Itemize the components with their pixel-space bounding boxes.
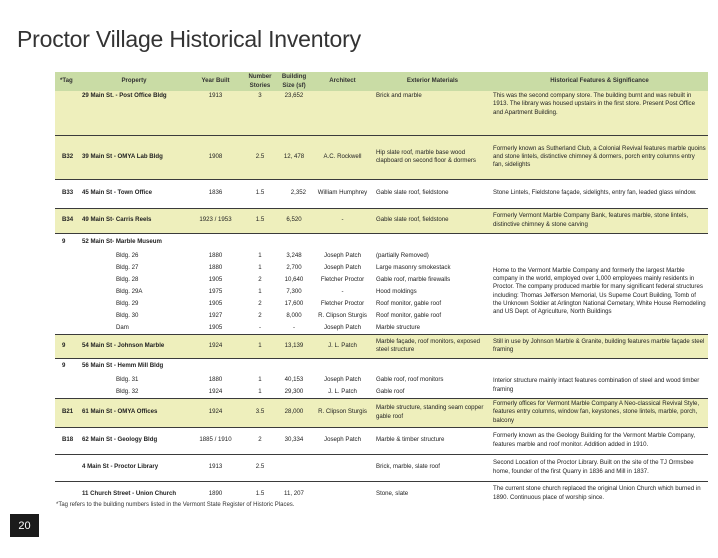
cell-year: 1923 / 1953 [188, 208, 243, 233]
cell-historical: Formerly known as the Geology Building for the Vermont Marble Company, features marble and roof monitor. Addition added in 1910. [491, 427, 708, 454]
cell-size: 13,139 [277, 334, 311, 358]
cell-historical: Second Location of the Proctor Library. Built on the site of the TJ Ormsbee home, founder of the first Quarry in 1836 and Mill in 1837. [491, 454, 708, 481]
cell-property: Bldg. 28 [116, 275, 139, 283]
cell-historical: Formerly known as Sutherland Club, a Colonial Revival features marble quoins and stone lintels, distinctive chimney & dormers, porch entry columns entry fan, sidelights [491, 135, 708, 179]
cell-exterior: Roof monitor, gable roof [376, 299, 442, 307]
cell-size: 12, 478 [277, 135, 311, 179]
cell-stories: 1 [243, 334, 277, 358]
table-row [55, 250, 708, 262]
cell-historical: The current stone church replaced the original Union Church which burned in 1890. Continuous place of worship since. [491, 481, 708, 506]
cell-stories: 3.5 [243, 398, 277, 427]
cell-property: Bldg. 27 [116, 263, 139, 271]
cell-exterior: Brick and marble [374, 91, 491, 135]
cell-size: 10,640 [284, 275, 304, 283]
cell-tag: B34 [55, 208, 80, 233]
cell-tag: 9 [55, 358, 80, 374]
cell-exterior: Hip slate roof, marble base wood clapboard on second floor & dormers [374, 135, 491, 179]
cell-size: 23,652 [277, 91, 311, 135]
cell-exterior: Roof monitor, gable roof [376, 311, 442, 319]
header-tag: *Tag [55, 72, 80, 91]
cell-exterior: Gable slate roof, fieldstone [374, 208, 491, 233]
cell-stories: 2 [243, 427, 277, 454]
cell-exterior: Marble structure, standing seam copper gable roof [374, 398, 491, 427]
cell-exterior: Hood moldings [376, 287, 417, 295]
cell-exterior: Gable roof, roof monitors [376, 375, 444, 383]
cell-tag: 9 [55, 334, 80, 358]
cell-size [277, 454, 311, 481]
cell-tag: B18 [55, 427, 80, 454]
table-row-group [55, 233, 708, 250]
cell-year: 1908 [188, 135, 243, 179]
cell-property: Bldg. 30 [116, 311, 139, 319]
cell-year: 1924 [208, 387, 223, 395]
cell-year: 1880 [208, 375, 223, 383]
cell-stories: 2.5 [243, 135, 277, 179]
cell-property: Bldg. 29 [116, 299, 139, 307]
cell-property: Dam [116, 323, 129, 331]
table-row-group [55, 358, 708, 374]
cell-exterior: Gable roof [376, 387, 405, 395]
cell-tag: B32 [55, 135, 80, 179]
cell-property: 61 Main St - OMYA Offices [80, 398, 188, 427]
page-number: 20 [10, 514, 39, 537]
cell-stories: 1.5 [243, 481, 277, 506]
cell-exterior: Stone, slate [374, 481, 491, 506]
cell-year: 1975 [208, 287, 223, 295]
cell-stories: 1 [258, 251, 262, 259]
cell-stories: - [258, 323, 262, 331]
header-size: Building Size (sf) [277, 72, 311, 91]
cell-exterior: Marble & timber structure [374, 427, 491, 454]
cell-year: 1880 [208, 251, 223, 259]
table-row [55, 398, 708, 427]
cell-stories: 2.5 [243, 454, 277, 481]
cell-architect: Joseph Patch [324, 263, 361, 271]
table-row [55, 91, 708, 135]
header-property: Property [80, 72, 188, 91]
cell-stories: 1.5 [243, 179, 277, 208]
cell-exterior: Marble façade, roof monitors, exposed steel structure [374, 334, 491, 358]
cell-exterior: Large masonry smokestack [376, 263, 451, 271]
cell-size: - [292, 323, 296, 331]
cell-size: 6,520 [277, 208, 311, 233]
cell-tag: B21 [55, 398, 80, 427]
cell-year: 1905 [208, 323, 223, 331]
cell-architect [311, 91, 374, 135]
cell-architect [311, 481, 374, 506]
cell-architect: J. L. Patch [311, 334, 374, 358]
cell-architect: Fletcher Proctor [320, 275, 365, 283]
cell-size: 28,000 [277, 398, 311, 427]
cell-property: 4 Main St - Proctor Library [80, 454, 188, 481]
cell-year: 1890 [188, 481, 243, 506]
cell-property: 49 Main St- Carris Reels [80, 208, 188, 233]
cell-architect [311, 454, 374, 481]
cell-property: 29 Main St. - Post Office Bldg [80, 91, 188, 135]
cell-size: 3,248 [286, 251, 302, 259]
cell-exterior: (partially Removed) [376, 251, 429, 259]
page-title: Proctor Village Historical Inventory [17, 26, 361, 52]
cell-year: 1885 / 1910 [188, 427, 243, 454]
cell-size: 8,000 [286, 311, 302, 319]
cell-historical: Stone Lintels, Fieldstone façade, sidelights, entry fan, leaded glass window. [491, 179, 708, 208]
header-exterior: Exterior Materials [374, 72, 491, 91]
table-row [55, 374, 708, 386]
cell-architect: Joseph Patch [311, 427, 374, 454]
cell-property: 56 Main St - Hemm Mill Bldg [80, 358, 188, 374]
cell-architect: William Humphrey [311, 179, 374, 208]
table-row [55, 179, 708, 208]
cell-stories: 1 [258, 263, 262, 271]
cell-historical: Home to the Vermont Marble Company and formerly the largest Marble company in the world, employed over 1,000 employees mainly residents in Proctor. The company produced marble for many significant federal structures including: Thomas Jefferson Memorial, Us Supeme Court Building, Tomb of the Unknown Soldier at Arlington National Cemetary, White House Remodeling and US Dept. of Agriculture, North Buildings [493, 266, 706, 316]
cell-stories: 3 [243, 91, 277, 135]
cell-architect: - [311, 208, 374, 233]
cell-exterior: Gable roof, marble firewalls [376, 275, 451, 283]
header-architect: Architect [311, 72, 374, 91]
cell-year: 1880 [208, 263, 223, 271]
cell-tag: 9 [55, 233, 80, 250]
header-historical: Historical Features & Significance [491, 72, 708, 91]
cell-historical: Still in use by Johnson Marble & Granite, building features marble façade steel framing [491, 334, 708, 358]
cell-exterior: Gable slate roof, fieldstone [374, 179, 491, 208]
table-row [55, 454, 708, 481]
cell-year: 1905 [208, 299, 223, 307]
cell-property: 62 Main St - Geology Bldg [80, 427, 188, 454]
cell-exterior: Marble structure [376, 323, 421, 331]
cell-property: Bldg. 26 [116, 251, 139, 259]
cell-size: 2,352 [277, 179, 311, 208]
cell-architect: Fletcher Proctor [320, 299, 365, 307]
cell-year: 1927 [208, 311, 223, 319]
cell-architect: J. L. Patch [328, 387, 357, 395]
cell-historical: Formerly Vermont Marble Company Bank, features marble, stone lintels, distinctive chimney & stone carving [491, 208, 708, 233]
cell-property: 39 Main St - OMYA Lab Bldg [80, 135, 188, 179]
table-row [55, 208, 708, 233]
inventory-table [55, 72, 708, 506]
table-header-row [55, 72, 708, 91]
header-year: Year Built [188, 72, 243, 91]
cell-year: 1836 [188, 179, 243, 208]
cell-size: 40,153 [284, 375, 304, 383]
table-row [55, 135, 708, 179]
cell-architect: Joseph Patch [324, 323, 361, 331]
cell-property: 11 Church Street - Union Church [80, 481, 188, 506]
cell-property: Bldg. 29A [116, 287, 143, 295]
cell-architect: A.C. Rockwell [311, 135, 374, 179]
cell-tag [55, 454, 80, 481]
cell-historical: This was the second company store. The building burnt and was rebuilt in 1913. The library was housed upstairs in the first store. Present Post Office and Apartment Building. [491, 91, 708, 135]
cell-architect: Joseph Patch [324, 251, 361, 259]
cell-architect: Joseph Patch [324, 375, 361, 383]
cell-year: 1913 [188, 91, 243, 135]
cell-tag: B33 [55, 179, 80, 208]
cell-architect: R. Clipson Sturgis [311, 398, 374, 427]
cell-size: 30,334 [277, 427, 311, 454]
table-row [55, 334, 708, 358]
cell-property: Bldg. 31 [116, 375, 139, 383]
cell-stories: 2 [258, 299, 262, 307]
cell-size: 11, 207 [277, 481, 311, 506]
cell-size: 7,300 [286, 287, 302, 295]
cell-exterior: Brick, marble, slate roof [374, 454, 491, 481]
cell-property: 54 Main St - Johnson Marble [80, 334, 188, 358]
cell-architect: - [341, 287, 344, 295]
cell-property: 52 Main St- Marble Museum [80, 233, 188, 250]
cell-stories: 2 [258, 275, 262, 283]
cell-historical: Interior structure mainly intact features combination of steel and wood timber framing [493, 377, 700, 393]
cell-year: 1924 [188, 334, 243, 358]
cell-property: 45 Main St - Town Office [80, 179, 188, 208]
cell-historical: Formerly offices for Vermont Marble Company A Neo-classical Revival Style, features entry columns, window fan, keystones, stone lintels, marble, porch, balcony [491, 398, 708, 427]
footnote: *Tag refers to the building numbers listed in the Vermont State Register of Historic Places. [56, 502, 295, 508]
cell-architect: R. Clipson Sturgis [318, 311, 367, 319]
cell-property: Bldg. 32 [116, 387, 139, 395]
cell-stories: 1 [258, 387, 262, 395]
cell-stories: 1 [258, 375, 262, 383]
cell-stories: 2 [258, 311, 262, 319]
header-stories: Number Stories [243, 72, 277, 91]
cell-year: 1913 [188, 454, 243, 481]
cell-stories: 1.5 [243, 208, 277, 233]
table-row [55, 427, 708, 454]
cell-tag [55, 91, 80, 135]
cell-size: 2,700 [286, 263, 302, 271]
cell-stories: 1 [258, 287, 262, 295]
cell-size: 17,600 [284, 299, 304, 307]
cell-size: 29,300 [284, 387, 304, 395]
cell-year: 1924 [188, 398, 243, 427]
cell-year: 1905 [208, 275, 223, 283]
